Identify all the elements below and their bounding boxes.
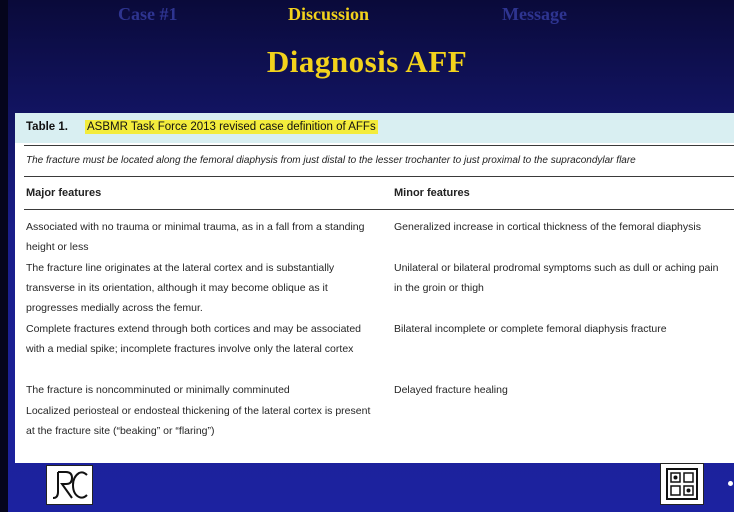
grid-logo-icon (660, 463, 704, 505)
major-feature-3: Complete fractures extend through both cortices and may be associated with a medial spike; incomplete fractures involve only the lateral cortex (26, 323, 362, 355)
slide-pager-dot[interactable] (728, 481, 733, 486)
criteria-table (15, 113, 734, 463)
table-rule-header (24, 209, 734, 210)
nav-discussion[interactable]: Discussion (288, 4, 370, 24)
nav-message[interactable]: Message (502, 4, 567, 24)
table-rule-top (24, 145, 734, 146)
minor-feature-2: Unilateral or bilateral prodromal symptoms such as dull or aching pain in the groin or thigh (394, 262, 719, 294)
jrc-logo-graphic (47, 466, 92, 504)
major-feature-5: Localized periosteal or endosteal thickening of the lateral cortex is present at the fracture site (“beaking” or “flaring”) (26, 405, 371, 437)
table-rule-note (24, 176, 734, 177)
jrc-logo-icon (46, 465, 93, 505)
table-label: Table 1. (26, 121, 68, 133)
table-title: ASBMR Task Force 2013 revised case definition of AFFs (87, 121, 376, 133)
major-feature-4: The fracture is noncomminuted or minimally comminuted (26, 384, 290, 396)
table-location-note: The fracture must be located along the femoral diaphysis from just distal to the lesser trochanter to just proximal to the supracondylar flare (26, 155, 636, 166)
major-feature-1: Associated with no trauma or minimal trauma, as in a fall from a standing height or less (26, 221, 365, 253)
minor-feature-3: Bilateral incomplete or complete femoral diaphysis fracture (394, 323, 667, 335)
table-caption-bar (15, 113, 734, 143)
slide-navigation (0, 4, 734, 26)
slide-title: Diagnosis AFF (266, 44, 468, 79)
grid-logo-graphic (661, 464, 703, 504)
minor-features-header: Minor features (394, 187, 470, 199)
nav-case[interactable]: Case #1 (118, 4, 178, 24)
minor-feature-1: Generalized increase in cortical thickness of the femoral diaphysis (394, 221, 701, 233)
major-feature-2: The fracture line originates at the lateral cortex and is substantially transverse in its orientation, although it may become oblique as it progresses medially across the femur. (26, 262, 335, 314)
minor-feature-4: Delayed fracture healing (394, 384, 508, 396)
major-features-header: Major features (26, 187, 102, 199)
